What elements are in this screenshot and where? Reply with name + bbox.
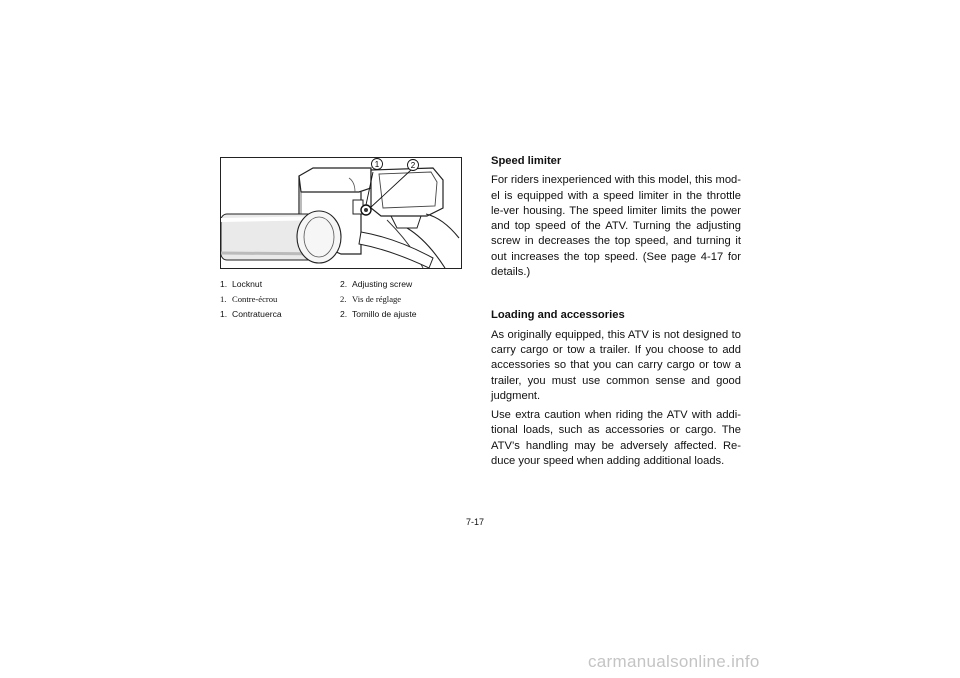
caption-number: 2. (340, 309, 348, 319)
caption-number: 2. (340, 294, 347, 304)
paragraph-loading-1: As originally equipped, this ATV is not designed to carry cargo or tow a trailer. If you choose to add accessories so that you can carry cargo or tow a trailer, you must use common sense and good judgment. (491, 328, 741, 402)
caption-number: 1. (220, 279, 228, 289)
caption-number: 1. (220, 309, 228, 319)
paragraph-speed-limiter: For riders inexperienced with this model, this mod-el is equipped with a speed limiter in the throttle le-ver housing. The speed limiter limits the power and top speed of the ATV. Turning the adjusting screw in decreases the top speed, and turning it out increases the top speed. (See page 4-17 for details.) (491, 174, 741, 279)
caption-contratuerca: Contratuerca (232, 309, 282, 319)
caption-adjusting-screw: Adjusting screw (352, 279, 413, 289)
figure-captions (220, 277, 460, 322)
callout-1-label: 1 (374, 160, 380, 169)
speed-limiter-illustration (220, 157, 462, 269)
section-spacer (491, 284, 741, 308)
page-number: 7-17 (466, 517, 485, 527)
caption-row-french (220, 292, 460, 307)
section-heading-loading-accessories: Loading and accessories (491, 309, 625, 322)
callout-2-label: 2 (410, 161, 416, 170)
caption-number: 1. (220, 294, 227, 304)
watermark-link[interactable]: carmanualsonline.info (588, 652, 760, 671)
caption-vis-de-reglage: Vis de réglage (352, 294, 402, 304)
caption-tornillo-de-ajuste: Tornillo de ajuste (352, 309, 417, 319)
throttle-housing-drawing (221, 158, 461, 268)
caption-row-spanish (220, 307, 460, 322)
section-heading-speed-limiter: Speed limiter (491, 155, 562, 167)
paragraph-loading-2: Use extra caution when riding the ATV with addi-tional loads, such as accessories or cargo. The ATV’s handling may be adversely affected. Re-duce your speed when adding additional loads. (491, 409, 741, 468)
caption-locknut: Locknut (232, 279, 263, 289)
manual-text-column (491, 154, 741, 473)
caption-row-english (220, 277, 460, 292)
caption-contre-ecrou: Contre-écrou (232, 294, 278, 304)
caption-number: 2. (340, 279, 348, 289)
